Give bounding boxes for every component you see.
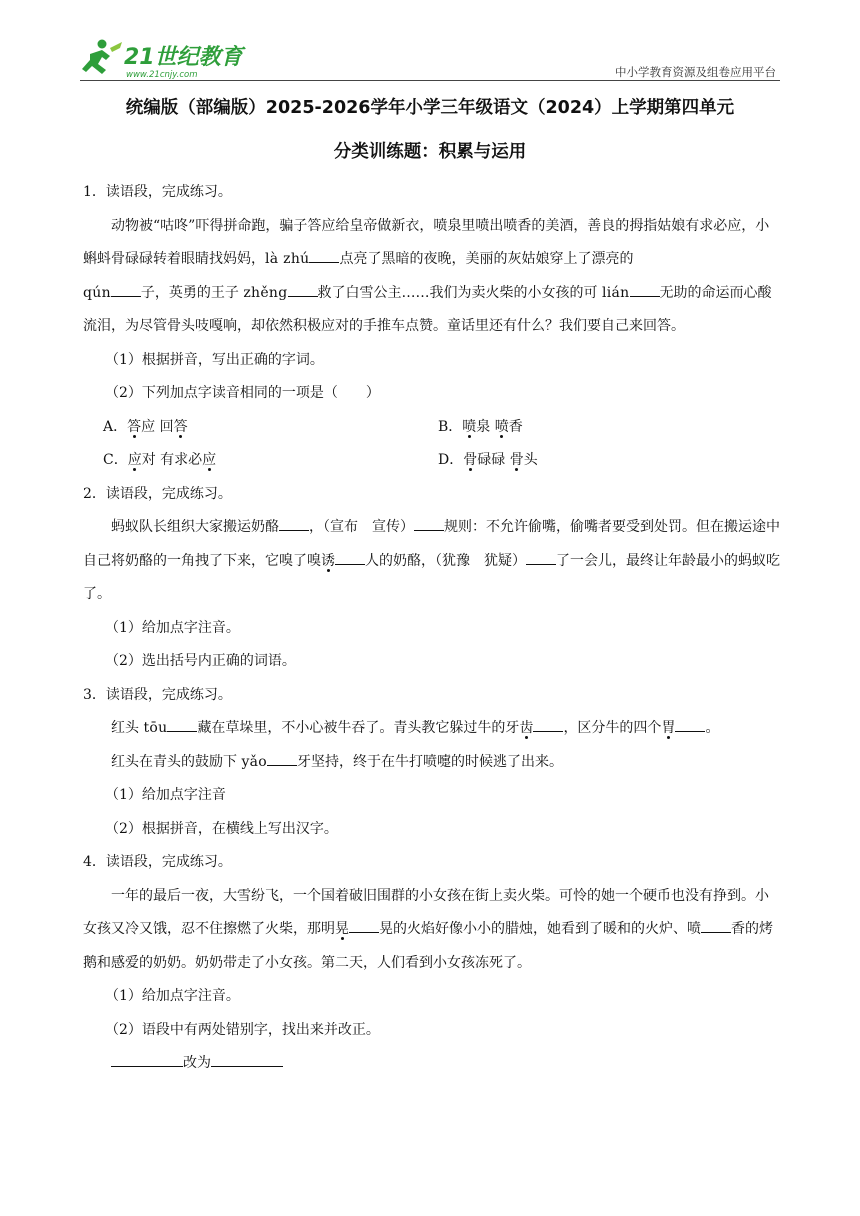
- option-c[interactable]: C．应对 有求必应: [103, 452, 217, 468]
- logo-text: 21世纪教育: [124, 45, 243, 70]
- q1-sub2: （2）下列加点字读音相同的一项是（ ）: [105, 385, 380, 401]
- q1-sub1: （1）根据拼音，写出正确的字词。: [105, 351, 324, 368]
- answer-blank[interactable]: [111, 282, 141, 297]
- option-b[interactable]: B．喷泉 喷香: [438, 418, 523, 435]
- logo-icon: [80, 36, 250, 80]
- q4-paragraph: 一年的最后一夜，大雪纷飞，一个国着破旧围群的小女孩在街上卖火柴。可怜的她一个硬币也没有挣到。小女孩又冷又饿，忍不住擦燃了火柴，那明晃 晃的火焰好像小小的腊烛，她看到了暖和的火炉、喷 香的烤鹅和感爱的奶奶。奶奶带走了小女孩。第二天，人们看到小女孩冻死了。: [83, 887, 773, 971]
- answer-blank[interactable]: [701, 918, 731, 933]
- logo-url: www.21cnjy.com: [126, 70, 198, 80]
- q2-sub1: （1）给加点字注音。: [105, 619, 240, 636]
- wrong-char-blank[interactable]: [111, 1052, 183, 1067]
- answer-blank[interactable]: [630, 282, 660, 297]
- answer-blank[interactable]: [309, 248, 339, 263]
- q2-heading: 2．读语段，完成练习。: [83, 485, 232, 502]
- page-header: [80, 30, 780, 82]
- header-divider: [80, 80, 780, 81]
- corrected-char-blank[interactable]: [211, 1052, 283, 1067]
- answer-blank[interactable]: [267, 751, 297, 766]
- q3-paragraph-2: 红头在青头的鼓励下 yǎo 牙坚持，终于在牛打喷嚏的时候逃了出来。: [83, 746, 780, 780]
- q1-heading: 1．读语段，完成练习。: [83, 184, 232, 200]
- page-title: 统编版（部编版）2025-2026学年小学三年级语文（2024）上学期第四单元: [125, 98, 735, 118]
- answer-blank[interactable]: [167, 717, 197, 732]
- q4-heading: 4．读语段，完成练习。: [83, 854, 232, 870]
- option-a[interactable]: A．答应 回答: [103, 418, 188, 435]
- header-platform-text: 中小学教育资源及组卷应用平台: [615, 65, 776, 79]
- q1-options-row1: [83, 411, 780, 445]
- answer-blank[interactable]: [279, 516, 309, 531]
- q1-paragraph: 动物被“咕咚”吓得拼命跑，骗子答应给皇帝做新衣，喷泉里喷出喷香的美酒，善良的拇指姑娘有求必应，小蝌蚪骨碌碌转着眼睛找妈妈，là zhú 点亮了黑暗的夜晚，美丽的灰姑娘穿上了漂亮的 qún 子，英勇的王子 zhěng 救了白雪公主……我们为卖火柴的小女孩的可 lián 无助的命运而心酸流泪，为尽管骨头吱嘎响，却依然积极应对的手推车点赞。童话里还有什么？我们要自己来回答。: [83, 217, 772, 334]
- answer-blank[interactable]: [414, 516, 444, 531]
- q4-sub2: （2）语段中有两处错别字，找出来并改正。: [105, 1021, 380, 1038]
- question-content: [83, 176, 780, 1081]
- q4-sub1: （1）给加点字注音。: [105, 988, 240, 1004]
- answer-blank[interactable]: [288, 282, 318, 297]
- q2-paragraph: 蚂蚁队长组织大家搬运奶酪 ，（宣布 宣传） 规则：不允许偷嘴，偷嘴者要受到处罚。但在搬运途中自己将奶酪的一角拽了下来，它嗅了嗅诱 人的奶酪，（犹豫 犹疑） 了一会儿，最终让年龄最小的蚂蚁吃了。: [83, 511, 780, 612]
- option-d[interactable]: D．骨碌碌 骨头: [438, 452, 538, 468]
- answer-blank[interactable]: [526, 550, 556, 565]
- q2-sub2: （2）选出括号内正确的词语。: [105, 653, 296, 669]
- answer-blank[interactable]: [335, 550, 365, 565]
- answer-blank[interactable]: [675, 717, 705, 732]
- answer-blank[interactable]: [349, 918, 379, 933]
- q4-correction-row: 改为: [83, 1047, 780, 1081]
- page-subtitle: 分类训练题：积累与运用: [333, 142, 527, 162]
- q3-heading: 3．读语段，完成练习。: [83, 686, 232, 703]
- answer-blank[interactable]: [533, 717, 563, 732]
- q3-sub1: （1）给加点字注音: [105, 787, 226, 803]
- q1-options-row2: [83, 444, 780, 478]
- q3-sub2: （2）根据拼音，在横线上写出汉字。: [105, 820, 338, 837]
- q3-paragraph-1: 红头 tōu 藏在草垛里，不小心被牛吞了。青头教它躲过牛的牙齿 ，区分牛的四个胃 。: [83, 712, 780, 746]
